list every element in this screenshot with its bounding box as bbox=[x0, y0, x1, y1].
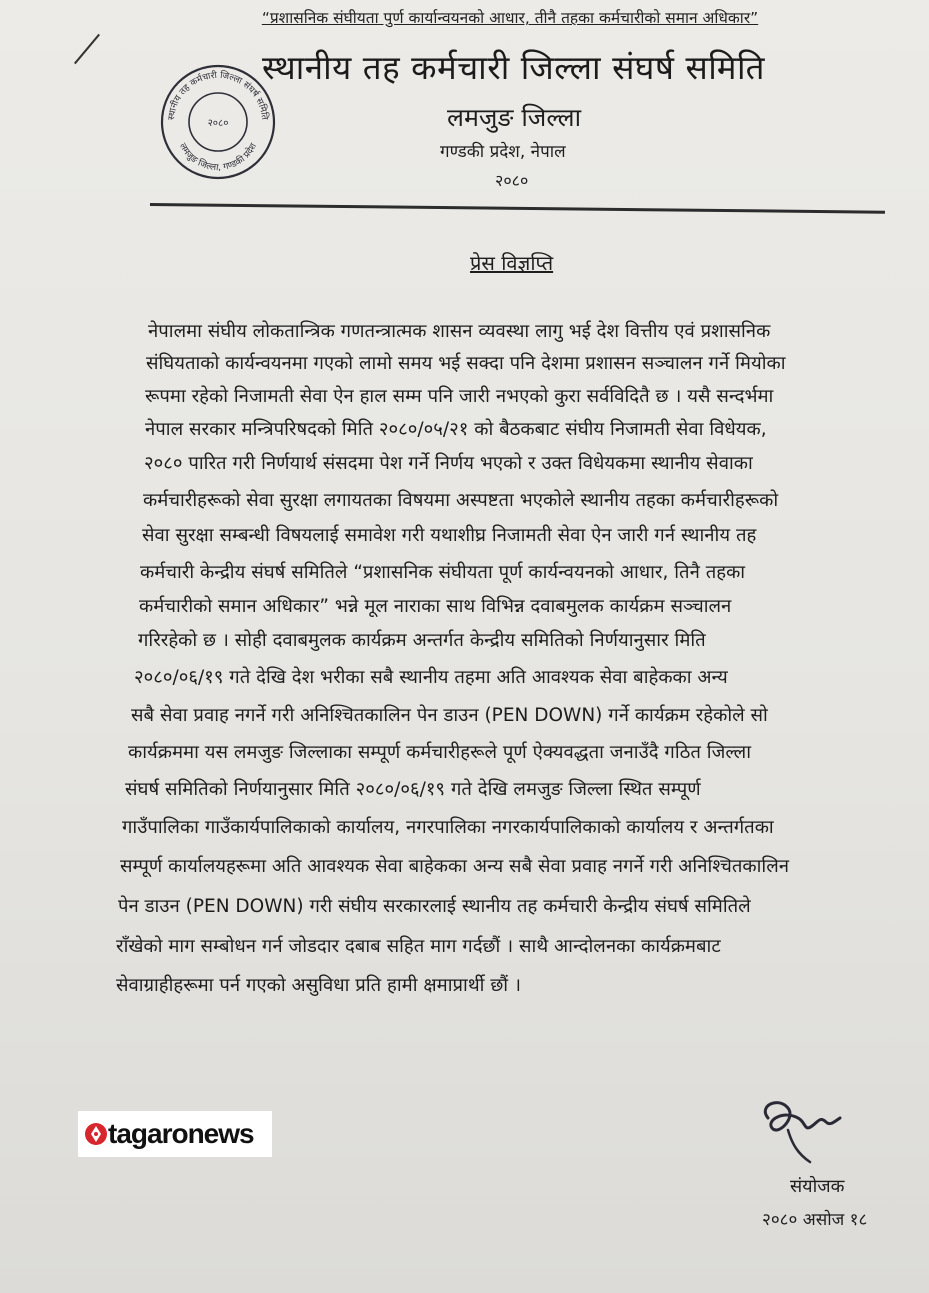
body-line: सेवा सुरक्षा सम्बन्धी विषयलाई समावेश गरी यथाशीघ्र निजामती सेवा ऐन जारी गर्न स्थानीय तह bbox=[142, 525, 757, 546]
body-line: पेन डाउन (PEN DOWN) गरी संघीय सरकारलाई स्थानीय तह कर्मचारी केन्द्रीय संघर्ष समितिले bbox=[118, 896, 751, 917]
body-line: सम्पूर्ण कार्यालयहरूमा अति आवश्यक सेवा बाहेकका अन्य सबै सेवा प्रवाह नगर्ने गरी अनिश्चितकालिन bbox=[120, 856, 790, 877]
tagaronews-logo bbox=[78, 1111, 272, 1157]
body-line: गरिरहेको छ । सोही दवाबमुलक कार्यक्रम अन्तर्गत केन्द्रीय समितिको निर्णयानुसार मिति bbox=[138, 630, 706, 651]
body-line: संघर्ष समितिको निर्णयानुसार मिति २०८०/०६/१९ गते देखि लमजुङ जिल्ला स्थित सम्पूर्ण bbox=[125, 779, 701, 800]
body-line: राँखेको माग सम्बोधन गर्न जोडदार दबाब सहित माग गर्दछौं । साथै आन्दोलनका कार्यक्रमबाट bbox=[116, 936, 721, 957]
province-name: गण्डकी प्रदेश, नेपाल bbox=[440, 142, 566, 162]
body-line: कर्मचारी केन्द्रीय संघर्ष समितिले “प्रशासनिक संघीयता पूर्ण कार्यन्वयनको आधार, तिनै तहका bbox=[140, 562, 746, 583]
body-line: सबै सेवा प्रवाह नगर्ने गरी अनिश्चितकालिन पेन डाउन (PEN DOWN) गर्ने कार्यक्रम रहेकोले सो bbox=[131, 705, 768, 726]
signature-date: २०८० असोज १८ bbox=[762, 1210, 868, 1230]
body-line: कर्मचारीको समान अधिकार” भन्ने मूल नाराका साथ विभिन्न दवाबमुलक कार्यक्रम सञ्चालन bbox=[139, 596, 732, 617]
body-line: रूपमा रहेको निजामती सेवा ऐन हाल सम्म पनि जारी नभएको कुरा सर्वविदितै छ । यसै सन्दर्भमा bbox=[145, 386, 774, 407]
body-line: कार्यक्रममा यस लमजुङ जिल्लाका सम्पूर्ण कर्मचारीहरूले पूर्ण ऐक्यवद्धता जनाउँदै गठित जिल्ला bbox=[128, 742, 752, 763]
signer-title: संयोजक bbox=[790, 1176, 845, 1197]
organization-name: स्थानीय तह कर्मचारी जिल्ला संघर्ष समिति bbox=[262, 48, 765, 87]
body-line: कर्मचारीहरूको सेवा सुरक्षा लगायतका विषयमा अस्पष्टता भएकोले स्थानीय तहका कर्मचारीहरूको bbox=[143, 490, 779, 511]
body-line: नेपालमा संघीय लोकतान्त्रिक गणतन्त्रात्मक शासन व्यवस्था लागु भई देश वित्तीय एवं प्रशासनिक bbox=[148, 321, 771, 342]
logo-text: tagaronews bbox=[108, 1118, 254, 1149]
body-line: २०८०/०६/१९ गते देखि देश भरीका सबै स्थानीय तहमा अति आवश्यक सेवा बाहेकका अन्य bbox=[134, 667, 728, 688]
seal-top-text: स्थानीय तह कर्मचारी जिल्ला संघर्ष समिति bbox=[167, 70, 270, 121]
press-release-title: प्रेस विज्ञप्ति bbox=[470, 251, 554, 275]
svg-text:स्थानीय तह कर्मचारी जिल्ला संघ bbox=[167, 69, 271, 121]
body-line: गाउँपालिका गाउँकार्यपालिकाको कार्यालय, नगरपालिका नगरकार्यपालिकाको कार्यालय र अन्तर्गतका bbox=[122, 817, 774, 838]
header-divider bbox=[150, 203, 885, 214]
svg-text:लमजुङ जिल्ला, गण्डकी प्रदेश bbox=[177, 141, 260, 173]
body-line: सेवाग्राहीहरूमा पर्न गएको असुविधा प्रति हामी क्षमाप्रार्थी छौं । bbox=[116, 975, 521, 996]
body-line: २०८० पारित गरी निर्णयार्थ संसदमा पेश गर्ने निर्णय भएको र उक्त विधेयकमा स्थानीय सेवाका bbox=[144, 453, 753, 474]
body-line: संघियताको कार्यन्वयनमा गएको लामो समय भई सक्दा पनि देशमा प्रशासन सञ्चालन गर्ने मियोका bbox=[146, 353, 786, 374]
seal-center-text: २०८० bbox=[207, 118, 229, 129]
slogan-header: “प्रशासनिक संघीयता पुर्ण कार्यान्वयनको आधार, तीनै तहका कर्मचारीको समान अधिकार” bbox=[261, 9, 759, 27]
header-year: २०८० bbox=[495, 171, 529, 190]
body-line: नेपाल सरकार मन्त्रिपरिषदको मिति २०८०/०५/२१ को बैठकबाट संघीय निजामती सेवा विधेयक, bbox=[145, 419, 767, 440]
organization-seal-icon bbox=[158, 62, 278, 182]
seal-bottom-text: लमजुङ जिल्ला, गण्डकी प्रदेश bbox=[176, 141, 260, 174]
district-name: लमजुङ जिल्ला bbox=[447, 103, 582, 132]
pen-mark bbox=[74, 34, 100, 64]
signature-mark bbox=[748, 1088, 868, 1168]
pen-nib-icon bbox=[84, 1122, 108, 1146]
